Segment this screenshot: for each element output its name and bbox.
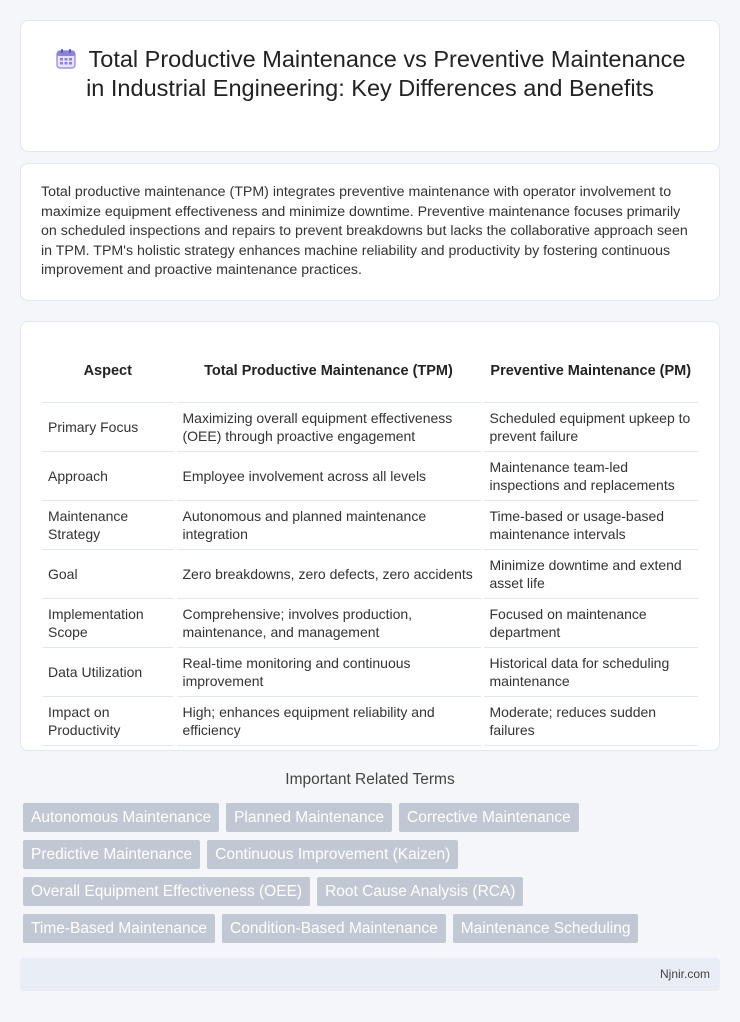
aspect-cell: Goal (42, 549, 175, 598)
aspect-cell: Approach (42, 451, 175, 500)
table-header-cell: Aspect (42, 340, 175, 402)
related-term-tag[interactable]: Corrective Maintenance (399, 803, 579, 832)
aspect-cell: Impact on Productivity (42, 696, 175, 745)
table-row (42, 500, 698, 549)
tpm-cell: Employee involvement across all levels (175, 451, 482, 500)
tpm-cell: Comprehensive; involves production, maintenance, and management (175, 598, 482, 647)
aspect-cell: Implementation Scope (42, 598, 175, 647)
table-row (42, 549, 698, 598)
related-term-tag[interactable]: Condition-Based Maintenance (222, 914, 446, 943)
related-terms-title: Important Related Terms (285, 771, 455, 788)
related-terms-list (23, 803, 723, 951)
related-term-tag[interactable]: Predictive Maintenance (23, 840, 200, 869)
related-term-tag[interactable]: Continuous Improvement (Kaizen) (207, 840, 458, 869)
comparison-table (42, 340, 698, 746)
table-row (42, 696, 698, 745)
table-header-cell: Preventive Maintenance (PM) (482, 340, 698, 402)
intro-card (20, 163, 720, 301)
related-term-tag[interactable]: Planned Maintenance (226, 803, 392, 832)
tag-row (23, 840, 723, 869)
intro-text: Total productive maintenance (TPM) integrates preventive maintenance with operator involvement to maximize equipment effectiveness and minimize downtime. Preventive maintenance focuses primarily on scheduled inspections and repairs to prevent breakdowns but lacks the collaborative approach seen in TPM. TPM's holistic strategy enhances machine reliability and productivity by fostering continuous improvement and proactive maintenance practices. (41, 184, 688, 279)
pm-cell: Focused on maintenance department (482, 598, 698, 647)
title-card (20, 20, 720, 152)
tag-row (23, 877, 723, 906)
tpm-cell: Zero breakdowns, zero defects, zero accidents (175, 549, 482, 598)
table-row (42, 598, 698, 647)
related-term-tag[interactable]: Overall Equipment Effectiveness (OEE) (23, 877, 310, 906)
tpm-cell: High; enhances equipment reliability and efficiency (175, 696, 482, 745)
tpm-cell: Maximizing overall equipment effectiveness (OEE) through proactive engagement (175, 402, 482, 451)
tag-row (23, 914, 723, 943)
aspect-cell: Data Utilization (42, 647, 175, 696)
comparison-card (20, 321, 720, 751)
pm-cell: Maintenance team-led inspections and replacements (482, 451, 698, 500)
footer (20, 958, 720, 991)
related-term-tag[interactable]: Time-Based Maintenance (23, 914, 215, 943)
page-title (51, 45, 689, 103)
pm-cell: Scheduled equipment upkeep to prevent failure (482, 402, 698, 451)
table-row (42, 647, 698, 696)
pm-cell: Time-based or usage-based maintenance intervals (482, 500, 698, 549)
pm-cell: Historical data for scheduling maintenance (482, 647, 698, 696)
calendar-icon (55, 48, 77, 70)
tpm-cell: Real-time monitoring and continuous improvement (175, 647, 482, 696)
footer-site: Njnir.com (659, 967, 710, 981)
related-term-tag[interactable]: Root Cause Analysis (RCA) (317, 877, 523, 906)
page-title-text: Total Productive Maintenance vs Preventive Maintenance in Industrial Engineering: Key Differences and Benefits (86, 46, 686, 101)
table-row (42, 451, 698, 500)
table-header-cell: Total Productive Maintenance (TPM) (175, 340, 482, 402)
aspect-cell: Primary Focus (42, 402, 175, 451)
pm-cell: Moderate; reduces sudden failures (482, 696, 698, 745)
related-term-tag[interactable]: Autonomous Maintenance (23, 803, 219, 832)
pm-cell: Minimize downtime and extend asset life (482, 549, 698, 598)
tpm-cell: Autonomous and planned maintenance integration (175, 500, 482, 549)
aspect-cell: Maintenance Strategy (42, 500, 175, 549)
table-header-row (42, 340, 698, 402)
tag-row (23, 803, 723, 832)
table-row (42, 402, 698, 451)
related-term-tag[interactable]: Maintenance Scheduling (453, 914, 639, 943)
